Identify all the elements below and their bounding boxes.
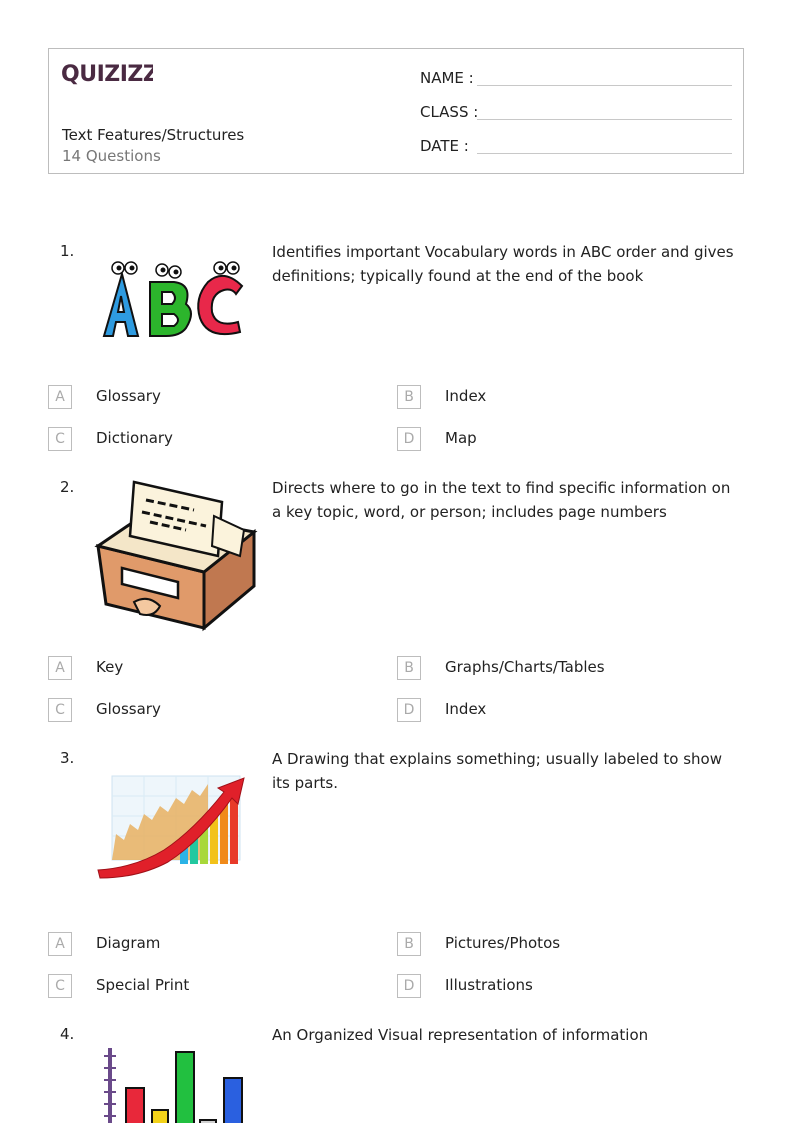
option-letter: A <box>48 656 72 680</box>
option-text: Glossary <box>96 700 161 718</box>
option-letter: D <box>397 974 421 998</box>
option-letter: B <box>397 656 421 680</box>
question-number: 4. <box>60 1025 75 1043</box>
date-line[interactable] <box>477 153 732 154</box>
question-number: 1. <box>60 242 75 260</box>
option-letter: C <box>48 698 72 722</box>
date-field[interactable] <box>420 137 469 155</box>
date-label: DATE : <box>420 137 469 155</box>
bar-graph-icon <box>94 1044 254 1127</box>
option-text: Key <box>96 658 124 676</box>
name-label: NAME : <box>420 69 474 87</box>
option-text: Special Print <box>96 976 190 994</box>
option-letter: B <box>397 932 421 956</box>
option-text: Index <box>445 387 487 405</box>
class-line[interactable] <box>477 119 732 120</box>
option-text: Diagram <box>96 934 161 952</box>
option-text: Index <box>445 700 487 718</box>
question-count: 14 Questions <box>62 147 161 165</box>
option-text: Illustrations <box>445 976 533 994</box>
option-text: Dictionary <box>96 429 173 447</box>
question-number: 3. <box>60 749 75 767</box>
option-letter: B <box>397 385 421 409</box>
quizizz-logo <box>61 59 153 91</box>
option-text: Graphs/Charts/Tables <box>445 658 605 676</box>
option-letter: A <box>48 385 72 409</box>
option-letter: C <box>48 974 72 998</box>
class-label: CLASS : <box>420 103 479 121</box>
option-letter: C <box>48 427 72 451</box>
question-text: Identifies important Vocabulary words in ABC order and gives definitions; typically found at the end of the book <box>272 243 734 285</box>
name-field[interactable] <box>420 69 474 87</box>
logo-text: QUIZIZZ <box>61 62 153 87</box>
name-line[interactable] <box>477 85 732 86</box>
option-text: Pictures/Photos <box>445 934 561 952</box>
growth-chart-arrow-icon <box>94 770 254 886</box>
worksheet-title: Text Features/Structures <box>62 126 245 144</box>
option-letter: D <box>397 427 421 451</box>
option-text: Map <box>445 429 477 447</box>
card-file-drawer-icon <box>94 476 258 636</box>
question-text: An Organized Visual representation of information <box>272 1026 649 1044</box>
abc-letters-icon <box>94 252 254 348</box>
question-text: Directs where to go in the text to find specific information on a key topic, word, or person; includes page numbers <box>272 479 731 521</box>
worksheet-header <box>48 48 744 174</box>
question-text: A Drawing that explains something; usually labeled to show its parts. <box>272 750 723 792</box>
option-text: Glossary <box>96 387 161 405</box>
question-number: 2. <box>60 478 75 496</box>
class-field[interactable] <box>420 103 478 121</box>
option-letter: D <box>397 698 421 722</box>
option-letter: A <box>48 932 72 956</box>
